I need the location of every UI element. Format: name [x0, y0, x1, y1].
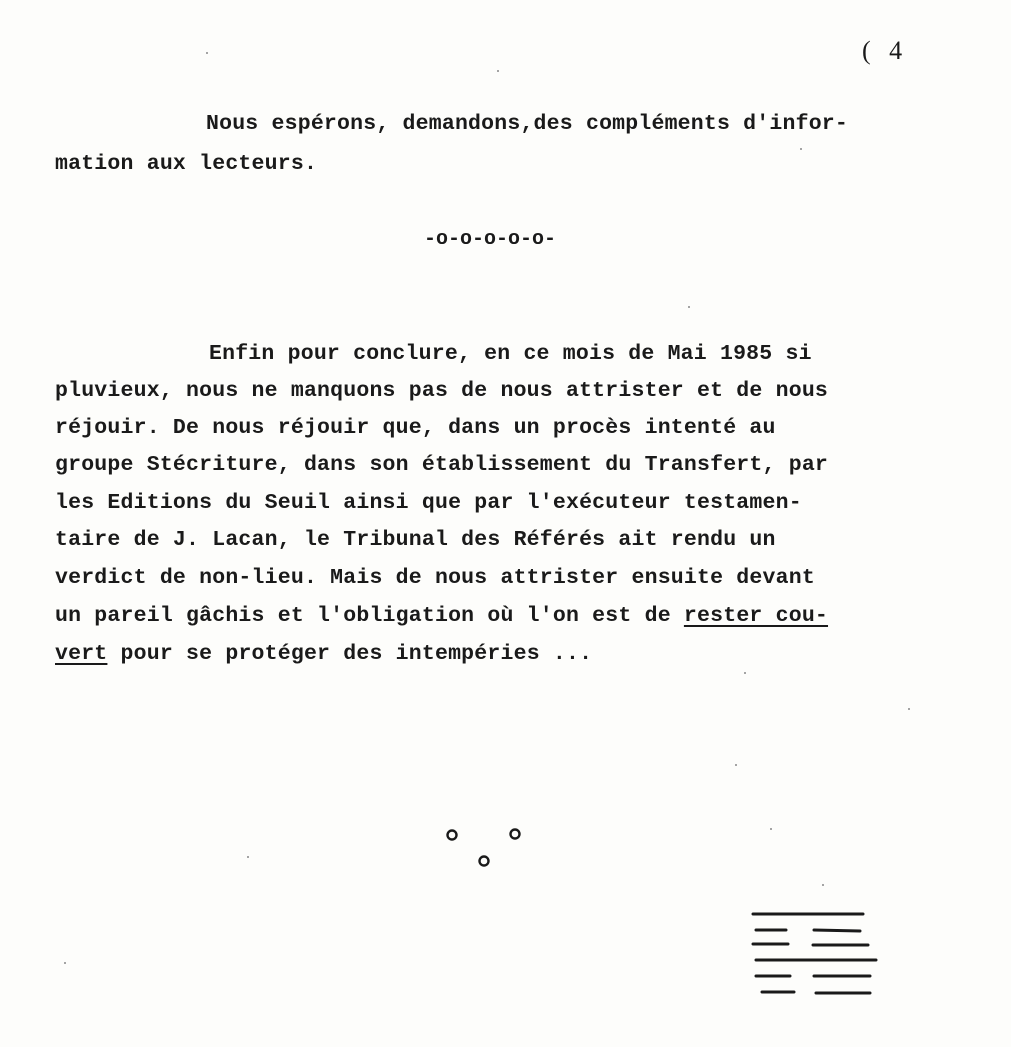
paragraph2-line2: pluvieux, nous ne manquons pas de nous attrister et de nous — [55, 379, 829, 403]
paragraph2-line1: Enfin pour conclure, en ce mois de Mai 1985 si — [209, 342, 812, 366]
paragraph2-line3: réjouir. De nous réjouir que, dans un procès intenté au — [55, 416, 776, 440]
paragraph2-line9 — [55, 642, 592, 666]
paragraph2-line4: groupe Stécriture, dans son établissement du Transfert, par — [55, 453, 829, 477]
paper-speck — [744, 672, 746, 674]
hexagram-icon — [748, 904, 888, 1004]
paragraph2-line5: les Editions du Seuil ainsi que par l'exécuteur testamen- — [55, 491, 802, 515]
paper-speck — [800, 148, 802, 150]
paper-speck — [822, 884, 824, 886]
paragraph1-line1: Nous espérons, demandons,des compléments d'infor- — [206, 112, 849, 136]
paragraph2-line8 — [55, 604, 828, 628]
three-circles-icon — [440, 820, 530, 880]
section-separator: -o-o-o-o-o- — [424, 228, 557, 251]
paper-speck — [206, 52, 208, 54]
paragraph1-line2: mation aux lecteurs. — [55, 152, 318, 176]
paragraph2-line8-text: un pareil gâchis et l'obligation où l'on est de — [55, 604, 684, 628]
underlined-phrase-part2: vert — [55, 642, 108, 666]
paper-speck — [64, 962, 66, 964]
page-number: ( 4 — [862, 36, 909, 65]
paper-speck — [735, 764, 737, 766]
paper-speck — [770, 828, 772, 830]
paper-speck — [247, 856, 249, 858]
paragraph2-line7: verdict de non-lieu. Mais de nous attrister ensuite devant — [55, 566, 815, 590]
underlined-phrase-part1: rester cou- — [683, 604, 829, 628]
paragraph2-line9-text: pour se protéger des intempéries ... — [107, 642, 593, 666]
paper-speck — [497, 70, 499, 72]
paper-speck — [688, 306, 690, 308]
paper-speck — [908, 708, 910, 710]
paragraph2-line6: taire de J. Lacan, le Tribunal des Référés ait rendu un — [55, 528, 776, 552]
